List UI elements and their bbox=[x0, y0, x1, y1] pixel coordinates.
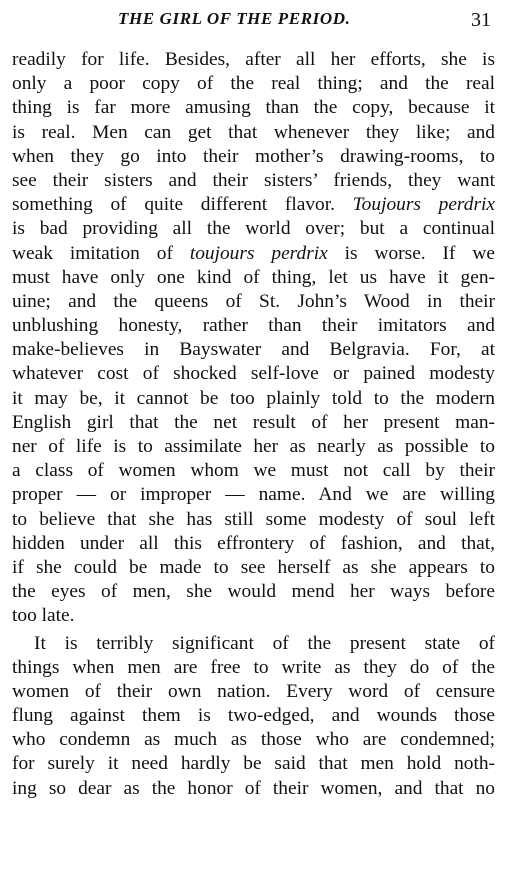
text-line bbox=[12, 338, 495, 362]
text-run: only a poor copy of the real thing; and the real bbox=[12, 73, 495, 95]
text-run: flung against them is two-edged, and wounds those bbox=[12, 705, 495, 727]
text-line bbox=[12, 532, 495, 556]
text-line bbox=[12, 48, 495, 72]
text-run: hidden under all this effrontery of fashion, and that, bbox=[12, 532, 495, 554]
text-run: too late. bbox=[12, 605, 75, 627]
text-line bbox=[12, 435, 495, 459]
text-line bbox=[12, 96, 495, 120]
text-line bbox=[12, 752, 495, 776]
text-run: proper — or improper — name. And we are willing bbox=[12, 484, 495, 506]
text-line bbox=[12, 362, 495, 386]
text-line bbox=[12, 72, 495, 96]
text-run: English girl that the net result of her present man- bbox=[12, 411, 495, 433]
text-line bbox=[12, 411, 495, 435]
text-line bbox=[12, 704, 495, 728]
text-run: when they go into their mother’s drawing-rooms, to bbox=[12, 145, 495, 167]
text-run: women of their own nation. Every word of censure bbox=[12, 680, 495, 702]
text-run: things when men are free to write as they do of the bbox=[12, 656, 495, 678]
text-run: see their sisters and their sisters’ friends, they want bbox=[12, 169, 495, 191]
text-run: thing is far more amusing than the copy, because it bbox=[12, 97, 495, 119]
text-line bbox=[12, 656, 495, 680]
text-line bbox=[12, 604, 495, 628]
text-run: if she could be made to see herself as she appears to bbox=[12, 556, 495, 578]
text-line bbox=[12, 314, 495, 338]
text-line bbox=[12, 680, 495, 704]
text-run: ner of life is to assimilate her as nearly as possible to bbox=[12, 436, 495, 457]
text-run: for surely it need hardly be said that men hold noth- bbox=[12, 753, 495, 775]
text-line bbox=[12, 121, 495, 145]
text-run: It is terribly significant of the present state of bbox=[34, 632, 495, 654]
text-run: who condemn as much as those who are condemned; bbox=[12, 729, 495, 751]
text-run: to believe that she has still some modesty of soul left bbox=[12, 508, 495, 530]
text-line bbox=[12, 242, 495, 266]
text-run: uine; and the queens of St. John’s Wood in their bbox=[12, 290, 495, 312]
text-run: must have only one kind of thing, let us have it gen- bbox=[12, 266, 495, 288]
text-line bbox=[12, 728, 495, 752]
text-line bbox=[12, 580, 495, 604]
text-line bbox=[12, 290, 495, 314]
text-line bbox=[12, 777, 495, 801]
text-run: is real. Men can get that whenever they like; and bbox=[12, 121, 495, 143]
text-line bbox=[12, 508, 495, 532]
text-run: make-believes in Bayswater and Belgravia. For, at bbox=[12, 339, 495, 361]
text-line bbox=[12, 169, 495, 193]
text-line bbox=[12, 483, 495, 507]
text-run: unblushing honesty, rather than their imitators and bbox=[12, 315, 495, 337]
text-line bbox=[12, 266, 495, 290]
text-line bbox=[12, 217, 495, 241]
text-run: a class of women whom we must not call by their bbox=[12, 460, 495, 482]
text-run: it may be, it cannot be too plainly told to the modern bbox=[12, 387, 495, 409]
running-head: THE GIRL OF THE PERIOD. bbox=[118, 9, 351, 28]
body-text bbox=[12, 48, 495, 801]
text-run: ing so dear as the honor of their women, and that no bbox=[12, 777, 495, 799]
text-run: whatever cost of shocked self-love or pained modesty bbox=[12, 363, 495, 385]
italic-phrase: toujours perdrix bbox=[189, 242, 328, 264]
italic-phrase: Toujours perdrix bbox=[352, 194, 495, 216]
text-line bbox=[12, 459, 495, 483]
text-run: readily for life. Besides, after all her efforts, she is bbox=[12, 49, 495, 70]
text-line bbox=[12, 556, 495, 580]
text-run: the eyes of men, she would mend her ways before bbox=[12, 581, 495, 603]
text-line bbox=[12, 193, 495, 217]
text-line bbox=[12, 632, 495, 656]
text-line bbox=[12, 387, 495, 411]
text-run: weak imitation of bbox=[12, 242, 190, 264]
text-run: is bad providing all the world over; but a continual bbox=[12, 218, 495, 240]
text-line bbox=[12, 145, 495, 169]
text-run: is worse. If we bbox=[327, 242, 495, 264]
page-number: 31 bbox=[471, 9, 491, 31]
text-run: something of quite different flavor. bbox=[12, 194, 353, 216]
